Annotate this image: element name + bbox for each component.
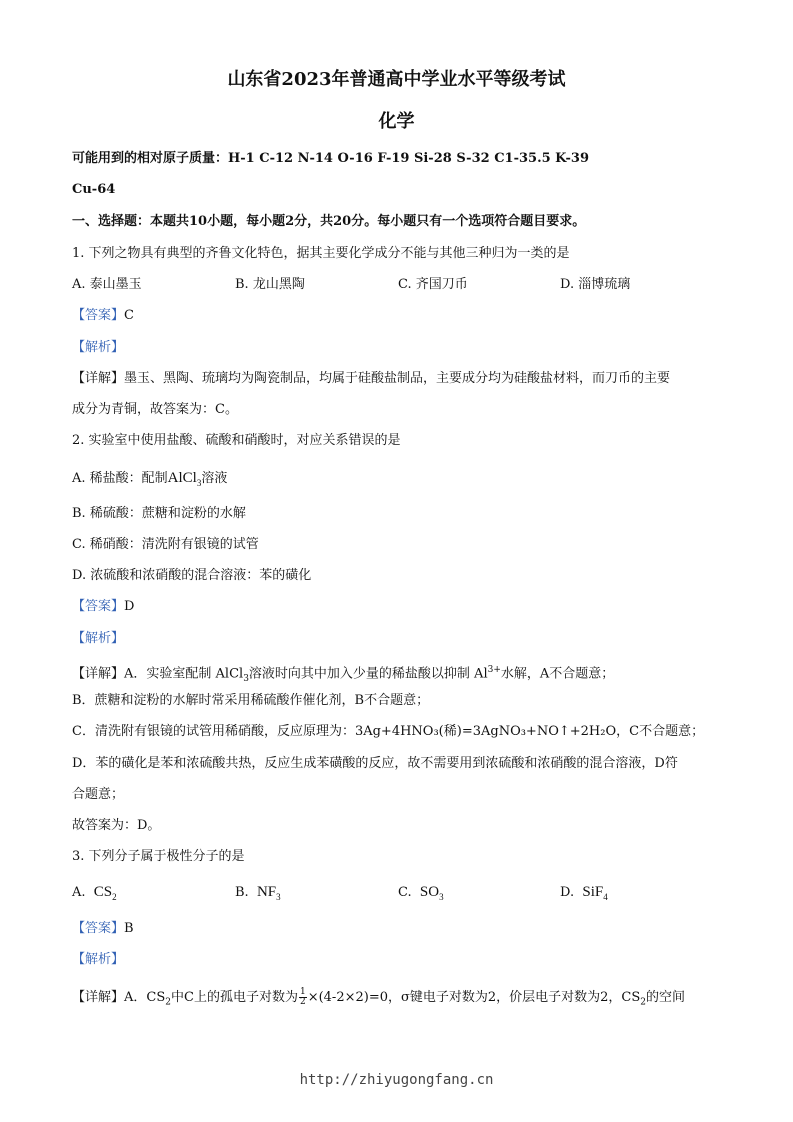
subscript: 2 [640, 997, 646, 1008]
q2-conclusion: 故答案为：D。 [72, 818, 161, 833]
formula-subscript: 4 [603, 892, 608, 902]
q3-option-b [235, 884, 281, 905]
analysis-tag: 【解析】 [72, 631, 125, 646]
formula-nf3 [257, 884, 281, 900]
page-title: 山东省2023年普通高中学业水平等级考试 [227, 69, 566, 90]
option-letter: B. [235, 885, 249, 900]
q2-answer [72, 599, 134, 615]
fraction-denominator: 2 [299, 997, 306, 1007]
formula-subscript: 3 [196, 478, 202, 488]
formula-text: NF [256, 884, 277, 900]
q3-analysis [72, 952, 124, 968]
q2-option-b: B. 稀硫酸：蔗糖和淀粉的水解 [72, 506, 246, 521]
question-1-stem: 1. 下列之物具有典型的齐鲁文化特色，据其主要化学成分不能与其他三种归为一类的是 [72, 246, 570, 261]
q2-option-c: C. 稀硝酸：清洗附有银镜的试管 [72, 537, 259, 552]
formula-text: SiF [582, 884, 604, 900]
section-heading: 一、选择题：本题共10小题，每小题2分，共20分。每小题只有一个选项符合题目要求。 [72, 214, 586, 229]
answer-tag: 【答案】 [72, 599, 125, 614]
q1-option-b: B. 龙山黑陶 [235, 277, 305, 292]
q1-option-d: D. 淄博琉璃 [560, 277, 631, 292]
q2-option-d: D. 浓硫酸和浓硝酸的混合溶液：苯的磺化 [72, 568, 312, 583]
q3-answer [72, 921, 134, 937]
answer-value: C [124, 308, 134, 323]
detail-text: A．实验室配制 AlCl [124, 666, 244, 682]
q1-detail-cont: 成分为青铜，故答案为：C。 [72, 402, 238, 417]
detail-text: 墨玉、黑陶、琉璃均为陶瓷制品，均属于硅酸盐制品，主要成分均为硅酸盐材料，而刀币的主要 [124, 371, 671, 386]
atomic-masses-line: 可能用到的相对原子质量：H-1 C-12 N-14 O-16 F-19 Si-28 S-32 C1-35.5 K-39 [72, 151, 590, 166]
fraction-one-half [299, 988, 307, 1007]
formula-subscript: 3 [439, 892, 444, 902]
formula-text: AlCl [167, 470, 197, 486]
option-letter: C. [398, 885, 412, 900]
analysis-tag: 【解析】 [72, 952, 125, 967]
q1-answer [72, 308, 134, 324]
answer-value: B [124, 921, 134, 936]
answer-tag: 【答案】 [72, 921, 125, 936]
formula-so3 [420, 884, 444, 900]
footer-url[interactable]: http://zhiyugongfang.cn [299, 1072, 494, 1088]
question-3-stem: 3. 下列分子属于极性分子的是 [72, 849, 245, 864]
q2-analysis [72, 631, 124, 647]
option-letter: A. [72, 885, 86, 900]
analysis-tag: 【解析】 [72, 340, 125, 355]
detail-text: 中C上的孤电子对数为 [171, 990, 298, 1005]
formula-cs2 [94, 884, 117, 900]
page-subtitle: 化学 [378, 111, 415, 132]
detail-tag: 【详解】 [72, 371, 125, 386]
q1-analysis [72, 340, 124, 356]
q2-detail-b: B．蔗糖和淀粉的水解时常采用稀硫酸作催化剂，B不合题意； [72, 693, 430, 708]
formula-text: CS [93, 884, 113, 900]
q2-detail-d-cont: 合题意； [72, 787, 125, 802]
option-letter: D. [560, 885, 575, 900]
q2-detail-c: C．清洗附有银镜的试管用稀硝酸，反应原理为：3Ag+4HNO₃(稀)=3AgNO₃+NO↑+2H₂O，C不合题意； [72, 724, 705, 739]
formula-sif4 [582, 884, 607, 900]
atomic-masses-line: Cu-64 [72, 182, 116, 197]
q1-detail [72, 371, 670, 387]
formula-text: SO [419, 884, 440, 900]
detail-tag: 【详解】 [72, 666, 125, 682]
detail-tag: 【详解】 [72, 990, 125, 1005]
q2-option-a [72, 470, 227, 491]
q3-detail [72, 988, 685, 1011]
detail-text: A．CS [124, 990, 166, 1005]
q2-option-a-prefix: A. 稀盐酸：配制 [72, 471, 168, 486]
answer-tag: 【答案】 [72, 308, 125, 323]
answer-value: D [124, 599, 135, 614]
detail-text: ×(4-2×2)=0，σ键电子对数为2，价层电子对数为2，CS [307, 990, 641, 1005]
q3-option-c [398, 884, 444, 905]
formula-subscript: 2 [112, 892, 117, 902]
q3-option-d [560, 884, 608, 905]
detail-text: 水解，A不合题意； [500, 666, 615, 682]
q1-option-a: A. 泰山墨玉 [72, 277, 142, 292]
q1-option-c: C. 齐国刀币 [398, 277, 468, 292]
detail-text: 溶液时向其中加入少量的稀盐酸以抑制 Al [248, 666, 488, 682]
fraction-numerator: 1 [299, 987, 306, 997]
formula-subscript: 3 [276, 892, 281, 902]
formula-alcl3 [168, 470, 202, 486]
subscript: 3 [243, 673, 249, 684]
superscript: 3+ [487, 665, 501, 675]
subscript: 2 [165, 997, 171, 1008]
question-2-stem: 2. 实验室中使用盐酸、硫酸和硝酸时，对应关系错误的是 [72, 433, 401, 448]
q3-option-a [72, 884, 117, 905]
q2-option-a-suffix: 溶液 [201, 471, 228, 486]
q2-detail-a [72, 662, 614, 687]
detail-text: 的空间 [646, 990, 686, 1005]
q2-detail-d: D．苯的磺化是苯和浓硫酸共热，反应生成苯磺酸的反应，故不需要用到浓硫酸和浓硝酸的混合溶液，D符 [72, 756, 678, 771]
